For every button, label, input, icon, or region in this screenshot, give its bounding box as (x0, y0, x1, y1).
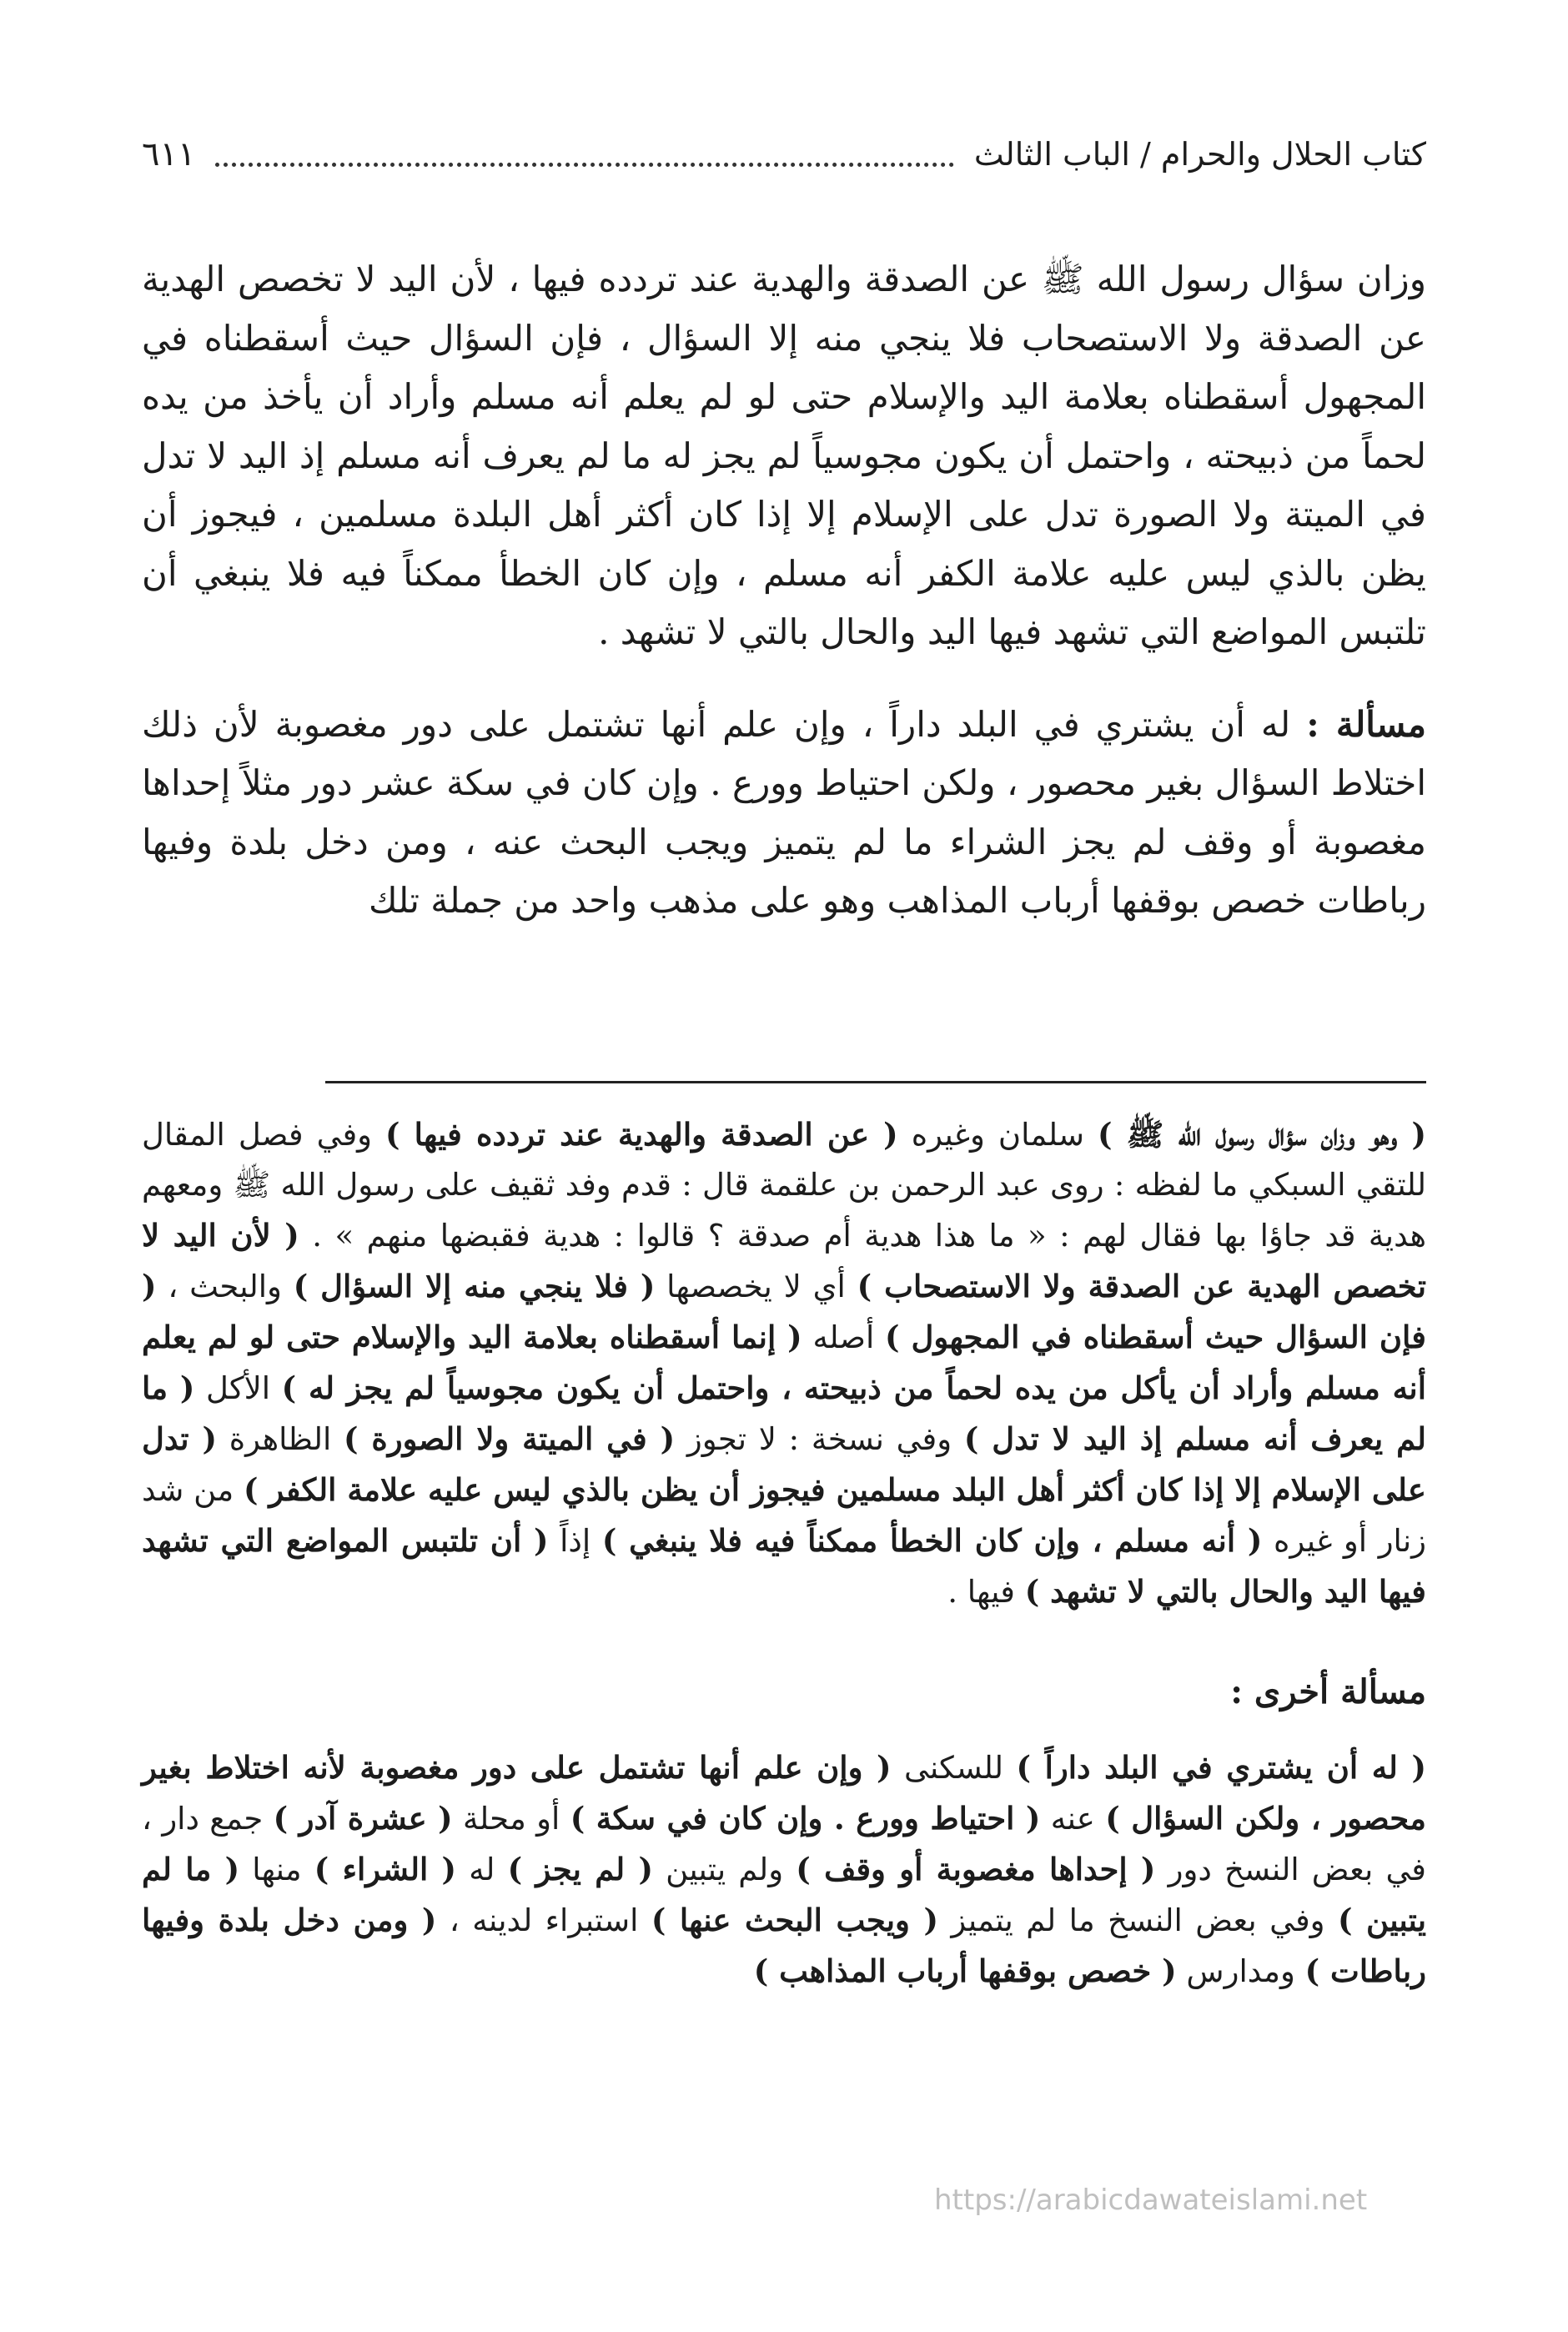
commentary-note: الظاهرة (217, 1421, 344, 1457)
running-header (142, 125, 1426, 183)
commentary-note: ولم يتبين (652, 1852, 797, 1887)
quoted-text: ( أنه مسلم ، وإن كان الخطأ ممكناً فيه فلا ينبغي ) (601, 1522, 1263, 1559)
commentary-paragraph-2 (142, 1742, 1426, 1997)
quoted-text: ( فإن السؤال حيث أسقطناه في المجهول ) (142, 1268, 1426, 1355)
main-paragraph-2-text: له أن يشتري في البلد داراً ، وإن علم أنها تشتمل على دور مغصوبة لأن ذلك اختلاط السؤال بغير محصور ، ولكن احتياط وورع . وإن كان في سكة عشر دور مثلاً إحداها مغصوبة أو وقف لم يجز الشراء ما لم يتميز ويجب البحث عنه ، ومن دخل بلدة وفيها رباطات خصص بوقفها أرباب المذاهب وهو على مذهب واحد من جملة تلك (142, 703, 1426, 921)
commentary-note: عنه (1040, 1801, 1106, 1837)
main-paragraph-2 (142, 696, 1426, 931)
page-number: ٦١١ (142, 135, 196, 173)
quoted-text: ( الشراء ) (314, 1851, 457, 1887)
quoted-text: ( إنما أسقطناه بعلامة اليد والإسلام حتى لو لم يعلم أنه مسلم وأراد أن يأكل من يده لحماً من ذبيحته ، واحتمل أن يكون مجوسياً لم يجز له ) (142, 1319, 1426, 1406)
commentary-block-2 (142, 1667, 1426, 1997)
quoted-text: ( في الميتة ولا الصورة ) (344, 1420, 676, 1457)
quoted-text: ( له أن يشتري في البلد داراً ) (1016, 1749, 1426, 1786)
quoted-text: ( لأن اليد لا تخصص الهدية عن الصدقة ولا الاستصحاب ) (142, 1217, 1426, 1304)
commentary-note: فيها . (947, 1574, 1025, 1610)
leader-dots (215, 163, 953, 167)
quoted-text: ( وهو وزان سؤال رسول الله ﷺ ) (1098, 1116, 1426, 1153)
quoted-text: ( فلا ينجي منه إلا السؤال ) (293, 1268, 656, 1304)
commentary-note: وفي فصل المقال للتقي السبكي ما لفظه : روى عبد الرحمن بن علقمة قال : قدم وفد ثقيف على رسول الله ﷺ ومعهم هدية قد جاؤا بها فقال لهم : « ما هذا هدية أم صدقة ؟ قالوا : هدية فقبضها منهم » . (142, 1117, 1427, 1254)
commentary-note: الأكل (194, 1370, 282, 1406)
issue-label: مسألة : (1306, 703, 1427, 745)
quoted-text: ( ما لم يعرف أنه مسلم إذ اليد لا تدل ) (142, 1370, 1426, 1457)
commentary-note: له (456, 1852, 508, 1887)
quoted-text: ( ومن دخل بلدة وفيها رباطات ) (142, 1902, 1426, 1989)
commentary-block-1 (142, 1109, 1426, 1617)
quoted-text: ( خصص بوقفها أرباب المذاهب ) (753, 1953, 1177, 1989)
quoted-text: ( عن الصدقة والهدية عند تردده فيها ) (385, 1116, 898, 1153)
commentary-note: إذاً (548, 1523, 602, 1559)
quoted-text: ( إحداها مغصوبة أو وقف ) (796, 1851, 1156, 1887)
main-paragraph-1: وزان سؤال رسول الله ﷺ عن الصدقة والهدية عند تردده فيها ، لأن اليد لا تخصص الهدية عن الصدقة ولا الاستصحاب فلا ينجي منه إلا السؤال ، فإن السؤال حيث أسقطناه في المجهول أسقطناه بعلامة اليد والإسلام حتى لو لم يعلم أنه مسلم وأراد أن يأخذ من يده لحماً من ذبيحته ، واحتمل أن يكون مجوسياً لم يجز له ما لم يعرف أنه مسلم إذ اليد لا تدل في الميتة ولا الصورة تدل على الإسلام إلا إذا كان أكثر أهل البلدة مسلمين ، فيجوز أن يظن بالذي ليس عليه علامة الكفر أنه مسلم ، وإن كان الخطأ ممكناً فيه فلا ينبغي أن تلتبس المواضع التي تشهد فيها اليد والحال بالتي لا تشهد . (142, 259, 1426, 652)
quoted-text: ( احتياط وورع . وإن كان في سكة ) (570, 1800, 1041, 1837)
commentary-note: ومدارس (1176, 1953, 1305, 1989)
quoted-text: ( عشرة آدر ) (273, 1800, 453, 1837)
commentary-note: وفي بعض النسخ ما لم يتميز (937, 1902, 1338, 1938)
main-text (142, 250, 1426, 931)
commentary-note: منها (239, 1852, 314, 1887)
commentary-note: وفي نسخة : لا تجوز (675, 1421, 964, 1457)
quoted-text: ( لم يجز ) (507, 1851, 653, 1887)
chapter-title: كتاب الحلال والحرام / الباب الثالث (973, 136, 1426, 173)
commentary-note: أصله (802, 1319, 886, 1355)
commentary-subheading: مسألة أخرى : (1230, 1672, 1426, 1711)
commentary-note: استبراء لدينه ، (436, 1902, 651, 1938)
commentary (142, 1109, 1426, 1997)
commentary-note: أي لا يخصصها (655, 1269, 857, 1304)
watermark-url: https://arabicdawateislami.net (934, 2184, 1368, 2217)
commentary-note: جمع دار ، في بعض النسخ دور (142, 1801, 1426, 1887)
footnote-separator (325, 1081, 1426, 1083)
quoted-text: ( وإن علم أنها تشتمل على دور مغصوبة لأنه اختلاط بغير محصور ، ولكن السؤال ) (142, 1749, 1426, 1837)
quoted-text: ( ويجب البحث عنها ) (651, 1902, 938, 1938)
commentary-note: سلمان وغيره (897, 1117, 1098, 1153)
quoted-text: ( أن تلتبس المواضع التي تشهد فيها اليد والحال بالتي لا تشهد ) (142, 1522, 1426, 1610)
commentary-note: من شد زنار أو غيره (142, 1472, 1426, 1559)
quoted-text: ( ما لم يتبين ) (142, 1851, 1427, 1938)
commentary-note: للسكنى (891, 1750, 1017, 1786)
commentary-note: أو محلة (452, 1801, 570, 1837)
commentary-note: والبحث ، (156, 1269, 294, 1304)
quoted-text: ( تدل على الإسلام إلا إذا كان أكثر أهل البلد مسلمين فيجوز أن يظن بالذي ليس عليه علامة الكفر ) (142, 1420, 1426, 1508)
